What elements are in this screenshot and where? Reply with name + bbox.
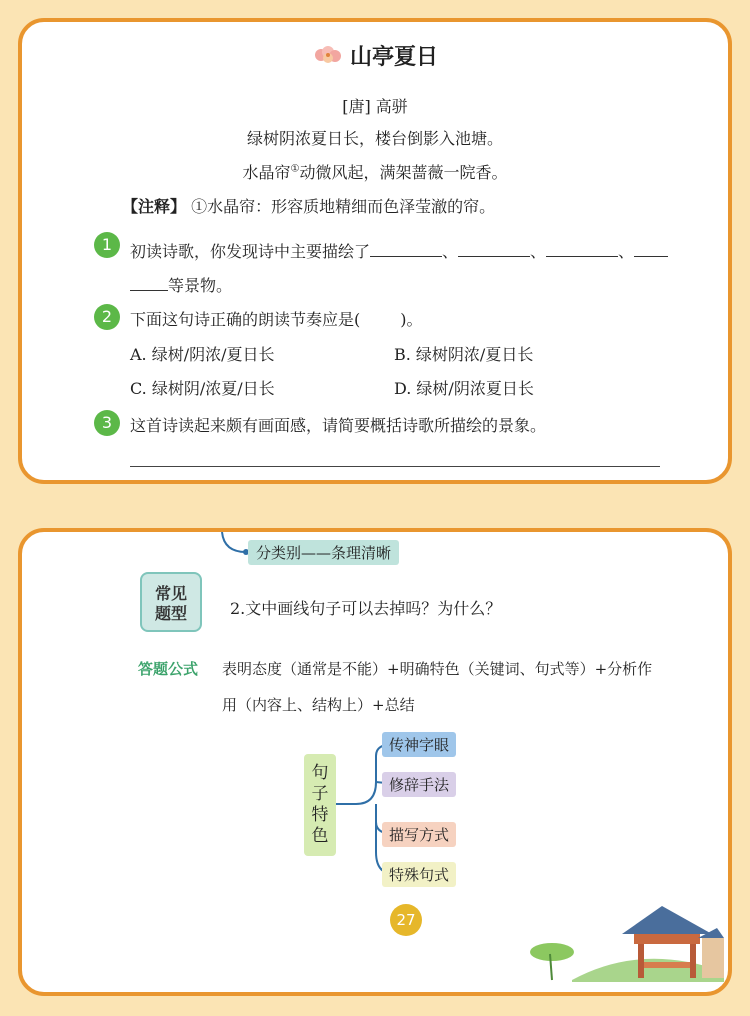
poem-line-2 bbox=[22, 160, 728, 183]
question-3-number: 3 bbox=[94, 410, 120, 436]
note-text: ①水晶帘：形容质地精细而色泽莹澈的帘。 bbox=[191, 197, 496, 216]
question-1-suffix: 等景物。 bbox=[168, 276, 233, 295]
answer-blank[interactable] bbox=[458, 242, 530, 257]
badge-line-2: 题型 bbox=[154, 604, 187, 623]
flower-icon bbox=[312, 44, 344, 72]
question-2 bbox=[130, 307, 423, 330]
branch-vivid-words: 传神字眼 bbox=[382, 732, 456, 757]
connector-curve bbox=[212, 532, 252, 562]
page-number: 27 bbox=[390, 904, 422, 936]
question-text: 2.文中画线句子可以去掉吗？为什么？ bbox=[230, 599, 502, 618]
root-char: 特 bbox=[311, 805, 329, 825]
note-label: 【注释】 bbox=[122, 197, 187, 216]
answer-blank[interactable] bbox=[634, 242, 668, 257]
separator: 、 bbox=[618, 242, 635, 261]
poem-card bbox=[18, 18, 732, 484]
question-type-badge bbox=[140, 572, 202, 632]
poem-line-1: 绿树阴浓夏日长，楼台倒影入池塘。 bbox=[246, 129, 503, 148]
option-d[interactable]: D. 绿树/阴浓夏日长 bbox=[394, 379, 534, 398]
formula-line-1: 表明态度（通常是不能）+明确特色（关键词、句式等）+分析作 bbox=[222, 660, 653, 678]
root-char: 子 bbox=[311, 784, 329, 804]
question-2-suffix: )。 bbox=[400, 310, 423, 329]
formula-label: 答题公式 bbox=[138, 660, 199, 678]
formula-card bbox=[18, 528, 732, 996]
question-2-number: 2 bbox=[94, 304, 120, 330]
poem-title: 山亭夏日 bbox=[349, 45, 438, 70]
answer-line[interactable] bbox=[130, 466, 660, 467]
note-row bbox=[122, 194, 495, 217]
root-char: 句 bbox=[311, 763, 329, 783]
answer-blank[interactable] bbox=[370, 242, 442, 257]
poem-line-2-a: 水晶帘 bbox=[242, 163, 291, 182]
branch-rhetoric: 修辞手法 bbox=[382, 772, 456, 797]
separator: 、 bbox=[530, 242, 547, 261]
question-1-number: 1 bbox=[94, 232, 120, 258]
option-b[interactable]: B. 绿树阴浓/夏日长 bbox=[394, 345, 534, 364]
diagram-root bbox=[304, 754, 336, 856]
separator: 、 bbox=[442, 242, 459, 261]
poem-title-row bbox=[22, 40, 728, 72]
question-1-text: 初读诗歌，你发现诗中主要描绘了 bbox=[130, 242, 371, 261]
branch-sentence-pattern: 特殊句式 bbox=[382, 862, 456, 887]
poem-author: [唐] 高骈 bbox=[342, 97, 408, 116]
badge-line-1: 常见 bbox=[154, 584, 187, 603]
answer-blank-cont[interactable] bbox=[130, 276, 168, 291]
poem-line-2-b: 动微风起，满架蔷薇一院香。 bbox=[299, 163, 508, 182]
formula-line-2: 用（内容上、结构上）+总结 bbox=[222, 696, 415, 714]
branch-description: 描写方式 bbox=[382, 822, 456, 847]
option-c[interactable]: C. 绿树阴/浓夏/日长 bbox=[130, 379, 275, 398]
question-2-text: 下面这句诗正确的朗读节奏应是( bbox=[130, 310, 361, 329]
footnote-mark: ① bbox=[290, 163, 300, 175]
category-tag: 分类别——条理清晰 bbox=[248, 540, 399, 565]
root-char: 色 bbox=[311, 826, 329, 846]
option-a[interactable]: A. 绿树/阴浓/夏日长 bbox=[130, 345, 275, 364]
question-1 bbox=[130, 235, 670, 303]
pavilion-illustration bbox=[512, 902, 724, 982]
answer-blank[interactable] bbox=[546, 242, 618, 257]
question-3-text: 这首诗读起来颇有画面感，请简要概括诗歌所描绘的景象。 bbox=[130, 416, 547, 435]
